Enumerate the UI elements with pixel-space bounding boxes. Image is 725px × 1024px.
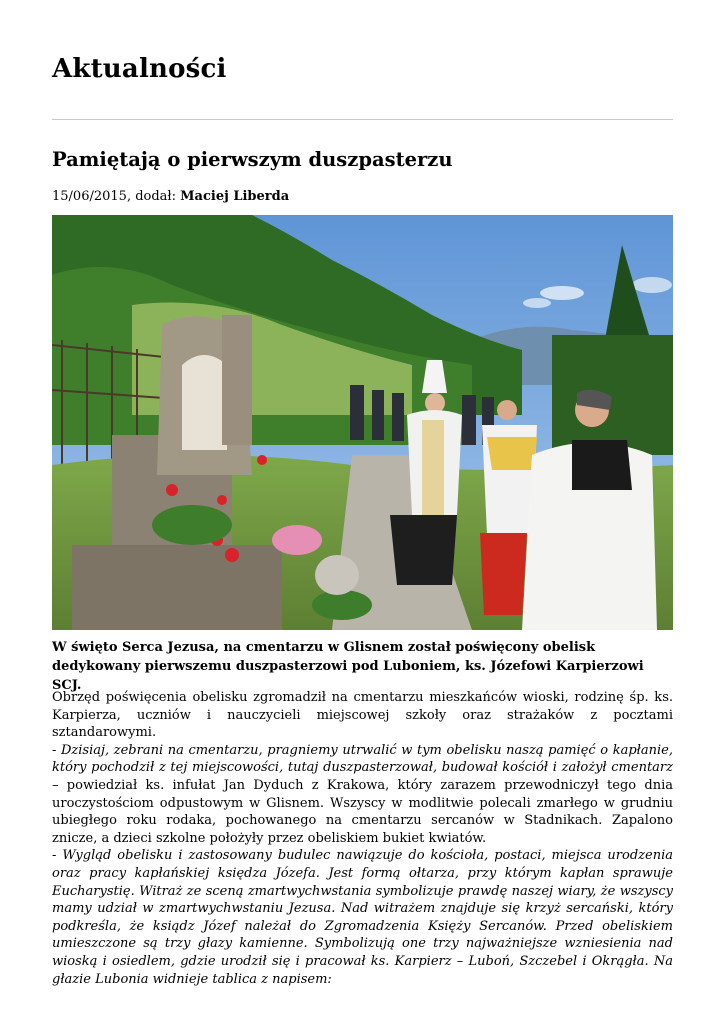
obelisk-consecration-photo — [52, 215, 673, 630]
section-title: Aktualności — [52, 54, 227, 84]
paragraph — [52, 742, 673, 848]
title-divider — [52, 119, 673, 120]
article-body — [52, 689, 673, 988]
article-photo — [52, 215, 673, 630]
quote: - Wygląd obelisku i zastosowany budulec nawiązuje do kościoła, postaci, miejsca urodzenia oraz pracy kapłańskiej księdza Józefa. Jest formą ołtarza, przy którym kapłan sprawuje Eucharystię. Witraż ze sceną zmartwychwstania symbolizuje prawdę naszej wiary, że wszyscy mamy udział w zmartwychwstaniu Jezusa. Nad witrażem znajduje się krzyż sercański, który podkreśla, że ksiądz Józef należał do Zgromadzenia Księży Sercanów. Przed obeliskiem umieszczone są trzy głazy kamienne. Symbolizują one trzy najważniejsze wzniesienia nad wioską i osiedlem, gdzie urodził się i pracował ks. Karpierz – Luboń, Szczebel i Okrągła. Na głazie Lubonia widnieje tablica z napisem: — [52, 848, 673, 987]
article-title: Pamiętają o pierwszym duszpasterzu — [52, 148, 453, 171]
quote-attribution: – powiedział ks. infułat Jan Dyduch z Krakowa, który zarazem przewodniczył tego dnia uroczystościom odpustowym w Glisnem. Wszyscy w modlitwie polecali zmarłego w grudniu ubiegłego roku rodaka, pochowanego na cmentarzu sercanów w Stadnikach. Zapalono znicze, a dzieci szkolne położyły przez obeliskiem bukiet kwiatów. — [52, 777, 673, 846]
article-author: Maciej Liberda — [180, 189, 290, 204]
paragraph — [52, 847, 673, 988]
article-date: 15/06/2015 — [52, 189, 127, 204]
article-lead: W święto Serca Jezusa, na cmentarzu w Glisnem został poświęcony obelisk dedykowany pierwszemu duszpasterzowi pod Luboniem, ks. Józefowi Karpierzowi SCJ. — [52, 640, 644, 693]
quote: - Dzisiaj, zebrani na cmentarzu, pragniemy utrwalić w tym obelisku naszą pamięć o kapłanie, który pochodził z tej miejscowości, tutaj duszpasterzował, budował kościół i założył cmentarz — [52, 742, 673, 776]
article-meta — [52, 189, 289, 204]
added-by-label: , dodał: — [126, 189, 181, 204]
paragraph: Obrzęd poświęcenia obelisku zgromadził na cmentarzu mieszkańców wioski, rodzinę śp. ks. Karpierza, uczniów i nauczycieli miejscowej szkoły oraz strażaków z pocztami sztandarowymi. — [52, 690, 673, 741]
